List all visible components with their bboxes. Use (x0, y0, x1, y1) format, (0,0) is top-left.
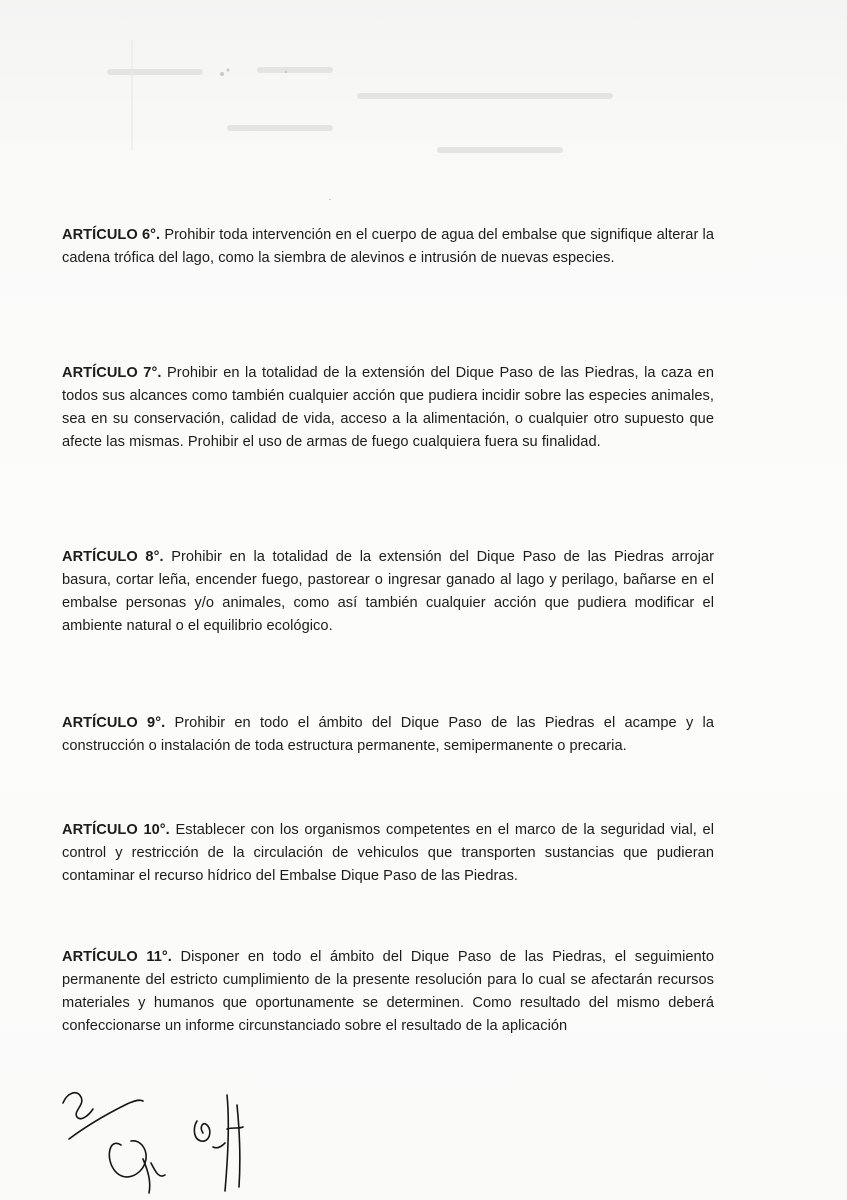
article-heading: ARTÍCULO 10°. (62, 822, 176, 838)
article-heading: ARTÍCULO 11°. (62, 949, 181, 965)
article-body: Disponer en todo el ámbito del Dique Paso de las Piedras, el seguimiento permanente del estricto cumplimiento de la presente resolución para lo cual se afectarán recursos materiales y humanos que oportunamente se determinen. Como resultado del mismo deberá confeccionarse un informe circunstanciado sobre el resultado de la aplicación (62, 949, 714, 1034)
handwritten-signature-icon (55, 1075, 285, 1195)
article-body: Establecer con los organismos competentes en el marco de la seguridad vial, el control y restricción de la circulación de vehiculos que transporten sustancias que pudieran contaminar el recurso hídrico del Embalse Dique Paso de las Piedras. (62, 822, 714, 884)
article-body: Prohibir en todo el ámbito del Dique Paso de las Piedras el acampe y la construcción o instalación de toda estructura permanente, semipermanente o precaria. (62, 715, 714, 754)
article-body: Prohibir toda intervención en el cuerpo de agua del embalse que signifique alterar la cadena trófica del lago, como la siembra de alevinos e intrusión de nuevas especies. (62, 227, 714, 266)
article-7 (62, 362, 714, 454)
article-10 (62, 819, 714, 888)
article-heading: ARTÍCULO 6°. (62, 227, 165, 243)
article-9 (62, 712, 714, 758)
article-heading: ARTÍCULO 7°. (62, 365, 167, 381)
article-6 (62, 224, 714, 270)
faded-letterhead-bleedthrough (0, 0, 847, 200)
article-11 (62, 946, 714, 1038)
article-heading: ARTÍCULO 8°. (62, 549, 172, 565)
article-body: Prohibir en la totalidad de la extensión del Dique Paso de las Piedras, la caza en todos sus alcances como también cualquier acción que pudiera incidir sobre las especies animales, sea en su conservación, calidad de vida, acceso a la alimentación, o cualquier otro supuesto que afecte las mismas. Prohibir el uso de armas de fuego cualquiera fuera su finalidad. (62, 365, 714, 450)
article-heading: ARTÍCULO 9°. (62, 715, 175, 731)
article-body: Prohibir en la totalidad de la extensión del Dique Paso de las Piedras arrojar basura, cortar leña, encender fuego, pastorear o ingresar ganado al lago y perilago, bañarse en el embalse personas y/o animales, como así también cualquier acción que pudiera modificar el ambiente natural o el equilibrio ecológico. (62, 549, 714, 634)
article-8 (62, 546, 714, 638)
